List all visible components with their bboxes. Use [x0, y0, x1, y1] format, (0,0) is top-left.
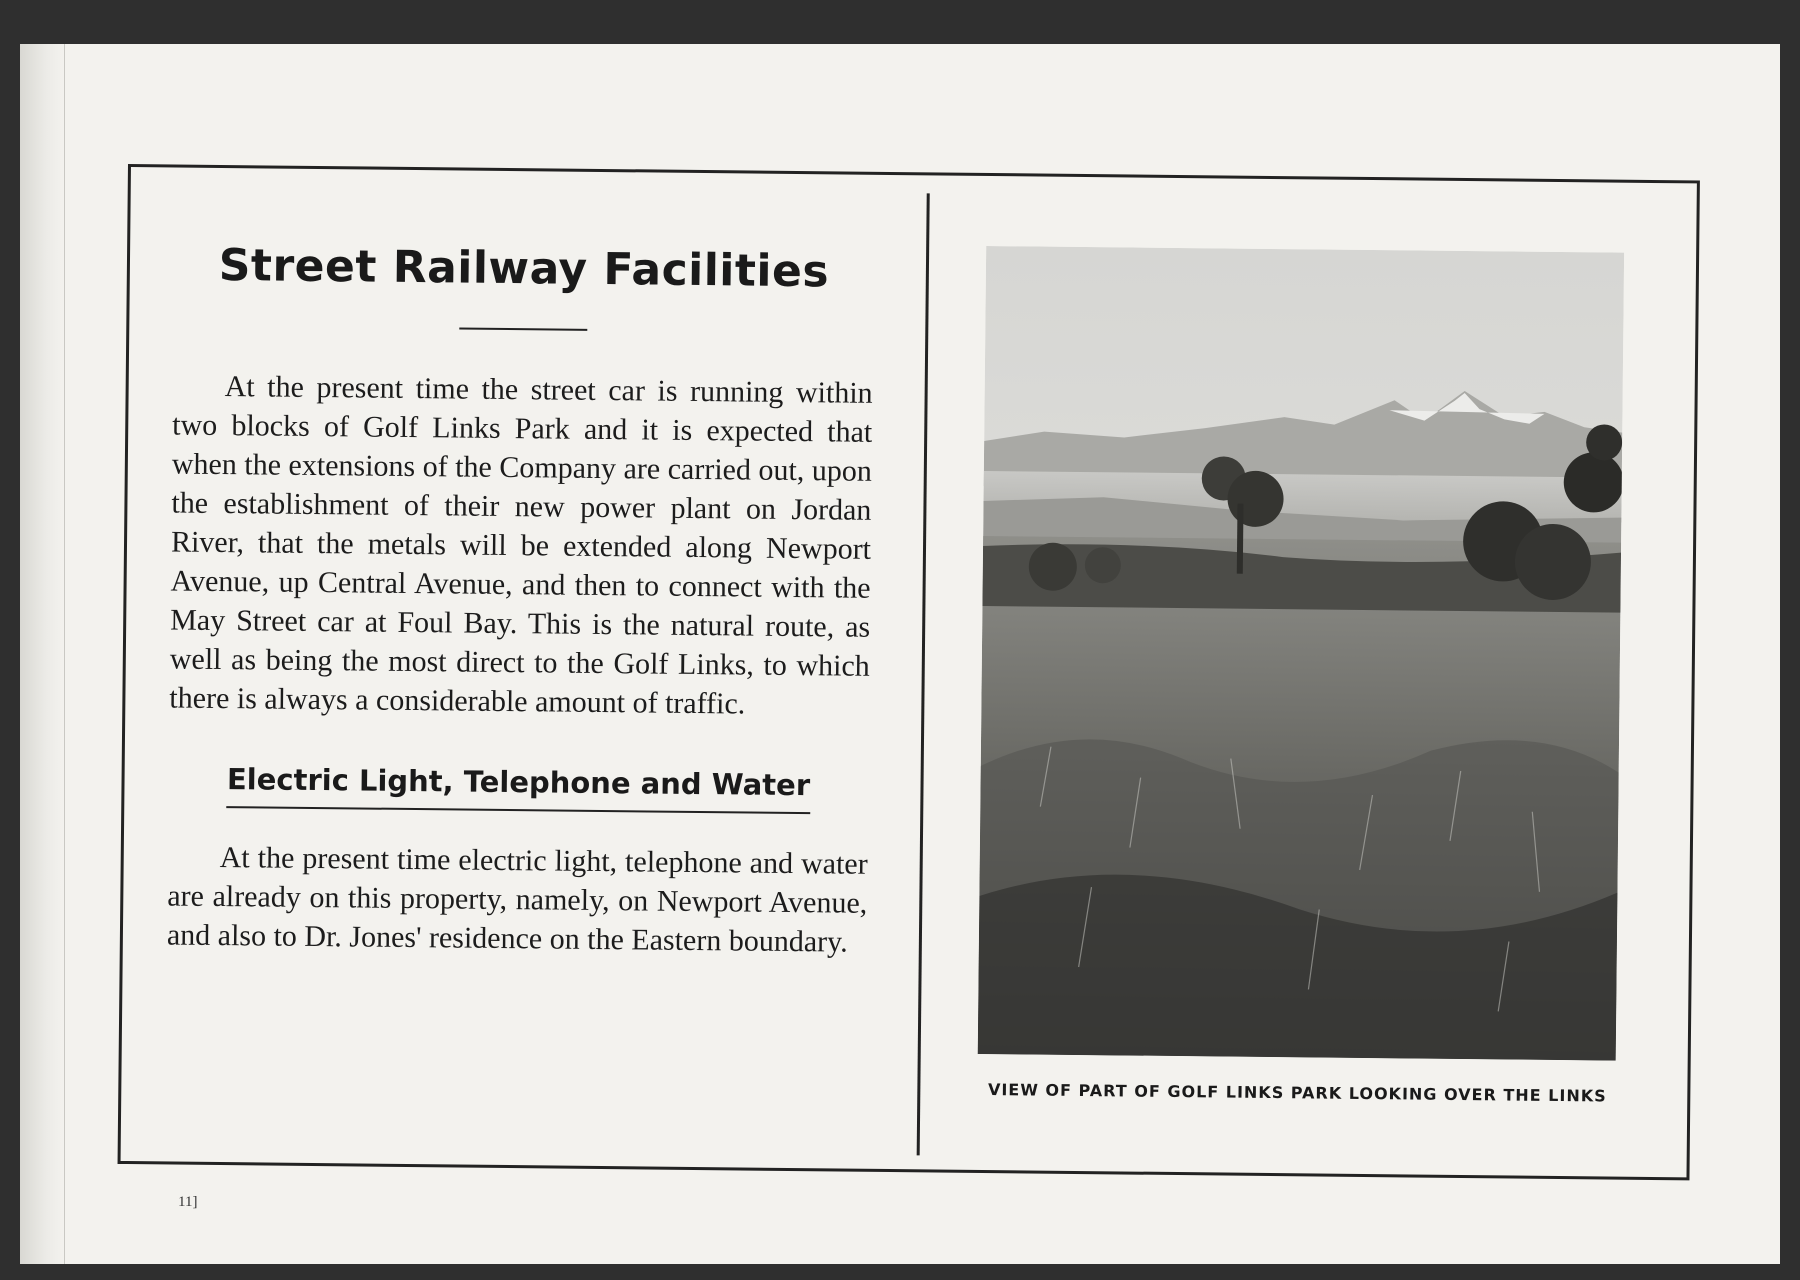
text-column	[167, 217, 875, 961]
subheading-wrapper	[168, 761, 868, 814]
book-gutter	[20, 44, 65, 1264]
paragraph-utilities: At the present time electric light, telephone and water are already on this property, namely, on Newport Avenue, and also to Dr. Jones' residence on the Eastern boundary.	[166, 840, 868, 959]
page-number: 11]	[178, 1194, 198, 1210]
page-title: Street Railway Facilities	[218, 239, 830, 298]
title-rule	[459, 327, 587, 330]
book-page	[20, 44, 1780, 1264]
column-divider	[917, 193, 930, 1155]
photo-caption: VIEW OF PART OF GOLF LINKS PARK LOOKING OVER THE LINKS	[987, 1080, 1607, 1106]
content-frame	[118, 164, 1700, 1180]
landscape-photo	[978, 246, 1624, 1061]
paragraph-street-railway: At the present time the street car is running within two blocks of Golf Links Park and it is expected that when the extensions of the Company are carried out, upon the establishment of their new power plant on Jordan River, that the metals will be extended along Newport Avenue, up Central Avenue, and then to connect with the May Street car at Foul Bay. This is the natural route, as well as being the most direct to the Golf Links, to which there is always a considerable amount of traffic.	[169, 370, 873, 721]
section-subheading: Electric Light, Telephone and Water	[227, 762, 811, 814]
photo-column	[977, 246, 1626, 1106]
